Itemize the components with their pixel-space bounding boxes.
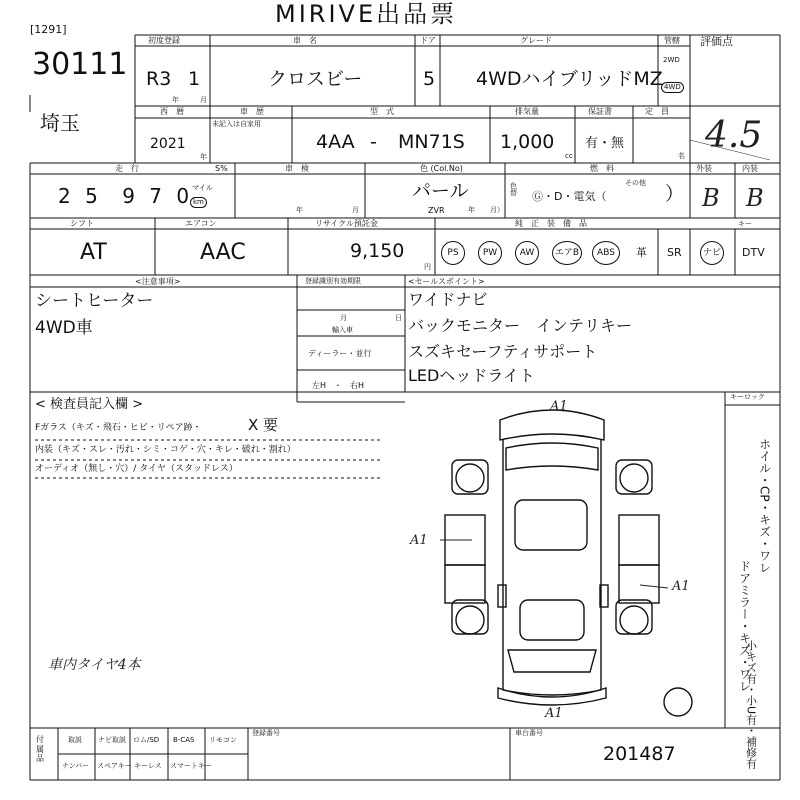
label-recycle: リサイクル預託金 <box>315 219 378 228</box>
cc-unit: cc <box>565 152 573 160</box>
rating-score-handwritten: 4.5 <box>705 115 763 156</box>
fuel-other-label: その他 <box>625 179 646 187</box>
warranty-value: 有・無 <box>585 136 625 151</box>
registration-day: 日 <box>395 314 402 322</box>
handle-left-right: 左H ・ 右H <box>312 381 365 390</box>
damage-mark-front: A1 <box>550 399 568 414</box>
label-displacement: 排気量 <box>515 107 539 116</box>
handwritten-tire-note: 車内タイヤ4本 <box>48 657 141 673</box>
label-inspection: 車 検 <box>285 164 309 173</box>
label-aircon: エアコン <box>185 219 217 228</box>
accessory-manual: 取説 <box>68 736 82 744</box>
damage-mark-right: A1 <box>672 579 690 594</box>
grade-value: 4WDハイブリッドMZ <box>476 68 663 90</box>
label-car-name: 車 名 <box>293 36 317 45</box>
fuel-value: Ⓖ・D・電気（ <box>532 190 607 203</box>
model-dash: - <box>370 131 377 153</box>
month-suffix: 月 <box>200 96 207 104</box>
note-item: 4WD車 <box>35 318 93 338</box>
accessory-b-cas: B-CAS <box>173 736 195 744</box>
mile-unit: マイル <box>192 184 213 192</box>
front-glass-mark: X 要 <box>248 416 279 434</box>
sales-point: ワイドナビ <box>408 290 488 309</box>
label-exterior: 外装 <box>696 164 712 173</box>
km-unit-circled: km <box>190 197 207 208</box>
mileage-digit: 7 <box>149 184 163 208</box>
accessory-rom-sd: ロム/SD <box>133 736 160 744</box>
recycle-fee-value: 9,150 <box>350 240 405 262</box>
aircon-value: AAC <box>200 240 246 265</box>
dealer-parallel: ディーラー・並行 <box>308 349 372 358</box>
label-grade: グレード <box>520 36 552 45</box>
damage-mark-left: A1 <box>410 533 428 548</box>
label-western-year: 西 暦 <box>160 107 184 116</box>
accessory-navi-manual: ナビ取説 <box>98 736 126 744</box>
accessory-keyless: キーレス <box>134 762 162 770</box>
equipment-pw-circled: PW <box>478 241 502 265</box>
equipment-aw-circled: AW <box>515 241 539 265</box>
year-suffix: 年 <box>172 96 179 104</box>
label-warranty: 保証書 <box>588 107 612 116</box>
label-registration-expiry: 登録識別有効期限 <box>305 277 361 285</box>
color-code-month: 月） <box>490 206 504 214</box>
reg-year-value: 1 <box>188 68 201 90</box>
wheel-cap-note: ホイル・CP・キズ・ワレ <box>757 438 772 574</box>
lot-number: 30111 <box>32 47 128 82</box>
registration-month: 月 <box>340 314 347 322</box>
label-chassis-number: 車台番号 <box>515 729 543 737</box>
sales-point: スズキセーフティサポート <box>408 342 598 361</box>
sheet-number: [1291] <box>30 23 67 36</box>
equipment-airbag-circled: エアB <box>552 241 582 265</box>
color-value: パール <box>412 180 469 202</box>
equipment-navi-circled: ナビ <box>700 241 724 265</box>
label-model: 型 式 <box>370 107 394 116</box>
label-genuine-equipment: 純 正 装 備 品 <box>515 219 587 228</box>
steering-4wd-circled: 4WD <box>661 82 684 93</box>
accessory-remote: リモコン <box>209 736 237 744</box>
western-year-value: 2021 <box>150 136 186 152</box>
label-interior: 内装 <box>742 164 758 173</box>
accessory-spare-key: スペアキー <box>97 762 132 770</box>
mileage-digit: 9 <box>122 184 135 208</box>
western-year-suffix: 年 <box>200 153 207 161</box>
label-sales-points: <セールスポイント> <box>408 277 485 286</box>
mileage-digit: 0 <box>176 184 190 208</box>
label-notes: <注意事項> <box>135 277 181 286</box>
mileage-digit: 2 <box>58 184 71 208</box>
label-key: キー <box>738 220 752 228</box>
doors-value: 5 <box>423 68 436 90</box>
color-code-year: 年 <box>468 206 475 214</box>
inspection-year-suffix: 年 <box>296 206 303 214</box>
accessory-number-plate: ナンバー <box>62 762 90 770</box>
label-rating: 評価点 <box>700 35 733 48</box>
label-import-car: 輸入車 <box>332 326 353 334</box>
color-code-value: ZVR <box>428 206 445 215</box>
label-steering: 管轄 <box>664 36 680 45</box>
label-accessories: 付属品 <box>36 735 44 764</box>
label-s-mark: S% <box>215 164 228 173</box>
note-item: シートヒーター <box>35 291 154 311</box>
mileage-digits <box>58 186 189 206</box>
label-mileage: 走 行 <box>115 164 139 173</box>
shift-value: AT <box>80 240 107 265</box>
label-capacity: 定 員 <box>645 107 669 116</box>
damage-mark-rear: A1 <box>545 706 563 721</box>
interior-grade-handwritten: B <box>746 184 764 212</box>
audio-tire-line: オーディオ（無し・穴）/ タイヤ（スタッドレス） <box>35 464 238 474</box>
equipment-leather: 革 <box>636 246 647 259</box>
label-fuel: 燃 料 <box>590 164 614 173</box>
capacity-unit: 名 <box>678 152 685 160</box>
color-change-label: 色替 <box>510 182 517 197</box>
prefecture: 埼玉 <box>40 111 80 135</box>
accessory-smart-key: スマートキー <box>170 762 212 770</box>
equipment-abs-circled: ABS <box>592 241 620 265</box>
era-value: R3 <box>146 68 172 90</box>
label-doors: ドア <box>420 36 436 45</box>
equipment-sunroof: SR <box>667 246 682 259</box>
car-diagram <box>445 410 692 716</box>
chassis-number-value: 201487 <box>603 743 676 765</box>
model-code-value: MN71S <box>398 131 465 153</box>
model-prefix-value: 4AA <box>316 131 355 153</box>
sales-point: バックモニター インテリキー <box>408 316 633 335</box>
door-mirror-note: ドアミラー・キズ・ワレ <box>737 560 752 692</box>
car-name-value: クロスビー <box>268 68 363 90</box>
yen-unit: 円 <box>424 263 431 271</box>
sales-point: LEDヘッドライト <box>408 366 535 385</box>
form-title: MIRIVE出品票 <box>275 0 458 28</box>
fuel-close: ） <box>665 183 685 205</box>
scratch-note: 小キズ有・小U有・補修有 <box>744 640 758 770</box>
label-chassis-note: 未記入は自家用 <box>212 120 261 128</box>
displacement-value: 1,000 <box>500 131 555 153</box>
steering-2wd: 2WD <box>663 56 680 64</box>
inspector-header: < 検査員記入欄 > <box>35 397 144 412</box>
label-registration-number: 登録番号 <box>252 729 280 737</box>
inspection-month-suffix: 月 <box>352 206 359 214</box>
exterior-grade-handwritten: B <box>702 184 720 212</box>
equipment-dtv: DTV <box>742 246 765 259</box>
mileage-digit: 5 <box>85 184 98 208</box>
label-shift: シフト <box>70 219 94 228</box>
label-first-registration: 初度登録 <box>148 36 180 45</box>
label-color: 色 (Col.No) <box>420 164 463 173</box>
label-key-lock: キーロック <box>730 393 765 401</box>
interior-line: 内装（キズ・スレ・汚れ・シミ・コゲ・穴・キレ・破れ・割れ） <box>35 445 296 455</box>
equipment-ps-circled: PS <box>441 241 465 265</box>
label-chassis-history: 車 歴 <box>240 107 264 116</box>
front-glass-line: Fガラス（キズ・飛石・ヒビ・リペア跡・ <box>35 423 202 433</box>
